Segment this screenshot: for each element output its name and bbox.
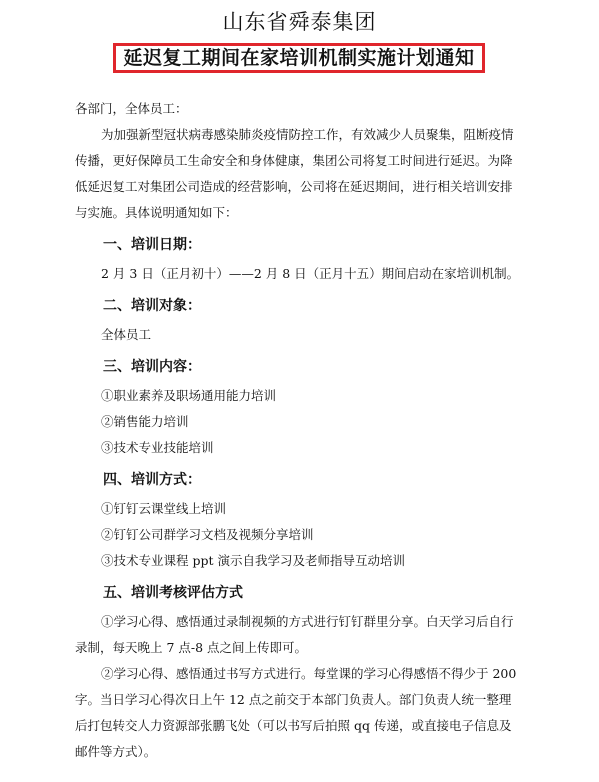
section-item: ①钉钉云课堂线上培训: [101, 501, 227, 516]
document-body: [75, 96, 555, 765]
section-item: ②销售能力培训: [101, 414, 189, 429]
assessment-line: 后打包转交人力资源部张鹏飞处（可以书写后拍照 qq 传递，或直接电子信息及: [75, 718, 512, 733]
section-heading-method: 四、培训方式：: [103, 472, 201, 488]
intro-line: 传播，更好保障员工生命安全和身体健康，集团公司将复工时间进行延迟。为降: [75, 153, 513, 168]
section-heading-assessment: 五、培训考核评估方式: [103, 585, 243, 601]
assessment-line: 字。当日学习心得次日上午 12 点之前交于本部门负责人。部门负责人统一整理: [75, 692, 512, 707]
intro-line: 低延迟复工对集团公司造成的经营影响，公司将在延迟期间，进行相关培训安排: [75, 179, 513, 194]
section-item: ③技术专业课程 ppt 演示自我学习及老师指导互动培训: [101, 553, 405, 568]
assessment-line: ①学习心得、感悟通过录制视频的方式进行钉钉群里分享。白天学习后自行: [101, 614, 514, 629]
section-item: 全体员工: [101, 327, 152, 342]
section-item: ①职业素养及职场通用能力培训: [101, 388, 277, 403]
section-item: 2 月 3 日（正月初十）——2 月 8 日（正月十五）期间启动在家培训机制。: [101, 266, 520, 281]
section-heading-content: 三、培训内容：: [103, 359, 201, 375]
assessment-line: ②学习心得、感悟通过书写方式进行。每堂课的学习心得感悟不得少于 200: [101, 666, 517, 681]
section-heading-dates: 一、培训日期：: [103, 237, 201, 253]
document-title: 延迟复工期间在家培训机制实施计划通知: [123, 47, 475, 69]
intro-line: 为加强新型冠状病毒感染肺炎疫情防控工作，有效减少人员聚集，阻断疫情: [101, 127, 514, 142]
intro-line: 与实施。具体说明通知如下：: [75, 205, 238, 220]
section-item: ②钉钉公司群学习文档及视频分享培训: [101, 527, 314, 542]
section-item: ③技术专业技能培训: [101, 440, 214, 455]
section-heading-audience: 二、培训对象：: [103, 298, 201, 314]
salutation: 各部门，全体员工：: [75, 101, 188, 116]
organization-name: 山东省舜泰集团: [222, 10, 377, 34]
assessment-line: 录制，每天晚上 7 点-8 点之间上传即可。: [75, 640, 308, 655]
assessment-line: 邮件等方式）。: [75, 744, 157, 759]
